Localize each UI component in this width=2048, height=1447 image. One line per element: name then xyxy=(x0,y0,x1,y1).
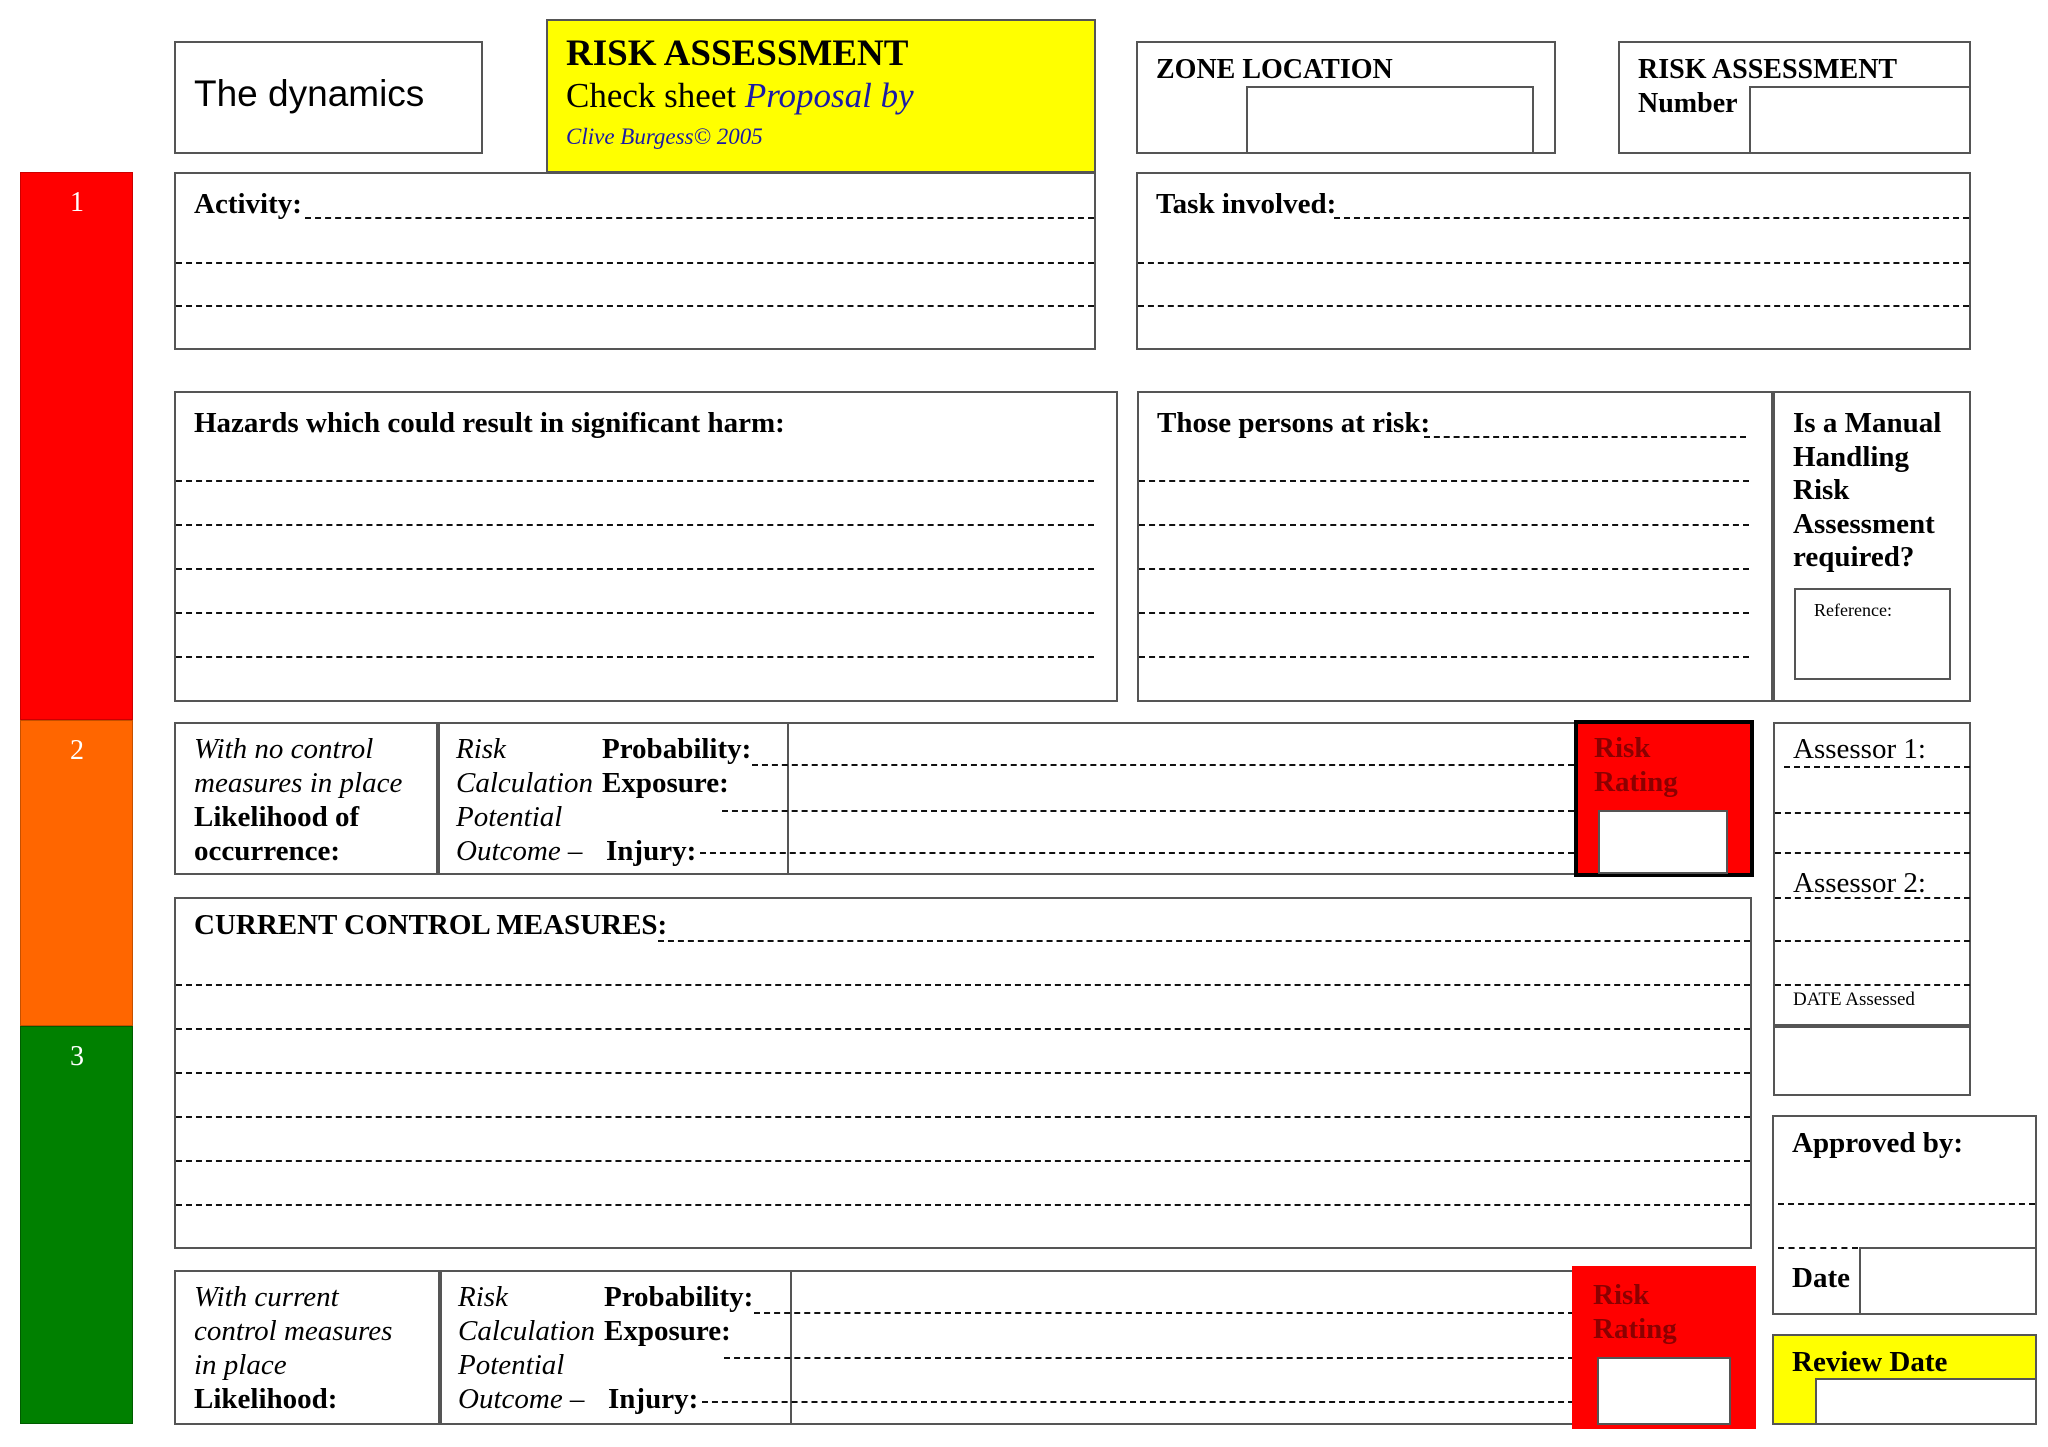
activity-line-1 xyxy=(305,217,1094,219)
task-line-1 xyxy=(1334,217,1969,219)
risk-calc-2-outcome: Outcome – xyxy=(458,1383,585,1415)
risk-calc-2-probability: Probability: xyxy=(604,1281,754,1313)
manual-handling-line-5: required? xyxy=(1793,541,1915,573)
hazards-line-3 xyxy=(176,568,1094,570)
risk-calc-1-exposure: Exposure: xyxy=(602,767,729,799)
hazards-line-5 xyxy=(176,656,1094,658)
activity-label: Activity: xyxy=(194,188,302,220)
severity-level-1-label: 1 xyxy=(70,187,84,218)
zone-location-input[interactable] xyxy=(1246,86,1534,154)
persons-line-4 xyxy=(1139,568,1749,570)
subtitle-italic: Proposal by xyxy=(744,76,914,115)
risk-2-line-3 xyxy=(702,1401,1574,1403)
persons-line-5 xyxy=(1139,612,1749,614)
with-controls-line-1: With current xyxy=(194,1281,339,1313)
risk-calc-1-potential: Potential xyxy=(456,801,563,833)
risk-calc-2-calculation: Calculation xyxy=(458,1315,595,1347)
risk-rating-box-2 xyxy=(1572,1266,1756,1429)
control-line-4 xyxy=(176,1072,1750,1074)
persons-line-6 xyxy=(1139,656,1749,658)
title-box xyxy=(546,19,1096,173)
persons-label: Those persons at risk: xyxy=(1157,407,1431,439)
assessor-2-line-1 xyxy=(1775,897,1970,899)
risk-calc-1-outcome: Outcome – xyxy=(456,835,583,867)
activity-box[interactable] xyxy=(174,172,1096,350)
risk-calc-2-potential: Potential xyxy=(458,1349,565,1381)
approval-date-label: Date xyxy=(1792,1262,1850,1294)
subtitle-plain: Check sheet xyxy=(566,76,745,115)
with-controls-line-2: control measures xyxy=(194,1315,393,1347)
manual-handling-line-3: Risk xyxy=(1793,474,1850,506)
approval-date-input[interactable] xyxy=(1859,1247,2037,1315)
no-controls-line-1: With no control xyxy=(194,733,374,765)
task-line-2 xyxy=(1138,262,1969,264)
hazards-line-4 xyxy=(176,612,1094,614)
assessor-2-line-3 xyxy=(1775,984,1970,986)
assessor-2-line-2 xyxy=(1775,940,1970,942)
activity-line-2 xyxy=(176,262,1094,264)
assessor-1-line-2 xyxy=(1775,812,1970,814)
risk-1-line-2 xyxy=(722,810,1574,812)
assessor-1-line-1 xyxy=(1784,766,1970,768)
risk-calc-1-injury: Injury: xyxy=(606,835,697,867)
severity-level-2 xyxy=(20,720,133,1026)
severity-level-1 xyxy=(20,172,133,720)
persons-line-3 xyxy=(1139,524,1749,526)
risk-1-line-1 xyxy=(752,764,1574,766)
control-line-6 xyxy=(176,1160,1750,1162)
control-line-3 xyxy=(176,1028,1750,1030)
ra-number-input[interactable] xyxy=(1749,86,1971,154)
credit-text: Clive Burgess© 2005 xyxy=(566,124,763,149)
with-controls-line-3: in place xyxy=(194,1349,287,1381)
page-subtitle xyxy=(566,75,914,118)
risk-calc-2-injury: Injury: xyxy=(608,1383,699,1415)
reference-field[interactable] xyxy=(1794,588,1951,680)
risk-calc-1-probability: Probability: xyxy=(602,733,752,765)
ra-number-label-2: Number xyxy=(1638,88,1738,119)
risk-calc-1-risk: Risk xyxy=(456,733,506,765)
approved-by-label: Approved by: xyxy=(1792,1127,1964,1159)
activity-line-3 xyxy=(176,305,1094,307)
severity-level-3-label: 3 xyxy=(70,1041,84,1072)
risk-calc-2-risk: Risk xyxy=(458,1281,508,1313)
risk-1-line-3 xyxy=(700,852,1574,854)
manual-handling-line-4: Assessment xyxy=(1793,508,1935,540)
risk-rating-1-line-2: Rating xyxy=(1594,766,1678,798)
risk-rating-2-input[interactable] xyxy=(1597,1357,1731,1425)
control-line-7 xyxy=(176,1204,1750,1206)
risk-2-line-1 xyxy=(754,1312,1574,1314)
assessor-1-line-3 xyxy=(1775,852,1970,854)
manual-handling-line-1: Is a Manual xyxy=(1793,407,1942,439)
assessor-1-label: Assessor 1: xyxy=(1793,733,1926,765)
task-label: Task involved: xyxy=(1156,188,1337,220)
with-controls-line-4: Likelihood: xyxy=(194,1383,338,1415)
risk-2-line-2 xyxy=(724,1357,1574,1359)
assessor-2-label: Assessor 2: xyxy=(1793,867,1926,899)
control-measures-label: CURRENT CONTROL MEASURES: xyxy=(194,909,668,941)
manual-handling-line-2: Handling xyxy=(1793,441,1910,473)
control-line-5 xyxy=(176,1116,1750,1118)
task-line-3 xyxy=(1138,305,1969,307)
ra-number-label-1: RISK ASSESSMENT xyxy=(1638,54,1898,85)
severity-level-2-label: 2 xyxy=(70,735,84,766)
zone-location-label: ZONE LOCATION xyxy=(1156,54,1393,85)
risk-rating-1-line-1: Risk xyxy=(1594,732,1651,764)
hazards-line-2 xyxy=(176,524,1094,526)
approved-by-line-1 xyxy=(1778,1203,2035,1205)
task-box[interactable] xyxy=(1136,172,1971,350)
hazards-line-1 xyxy=(176,480,1094,482)
likelihood-no-controls-box xyxy=(174,722,438,875)
no-controls-line-3: Likelihood of xyxy=(194,801,360,833)
severity-level-3 xyxy=(20,1026,133,1424)
likelihood-with-controls-box xyxy=(174,1270,440,1425)
risk-calc-1-calculation: Calculation xyxy=(456,767,593,799)
date-assessed-input[interactable] xyxy=(1773,1026,1971,1096)
reference-label: Reference: xyxy=(1814,600,1892,620)
no-controls-line-2: measures in place xyxy=(194,767,403,799)
date-assessed-label: DATE Assessed xyxy=(1793,989,1915,1010)
approved-by-line-2 xyxy=(1778,1247,1858,1249)
risk-calc-2-exposure: Exposure: xyxy=(604,1315,731,1347)
severity-bar xyxy=(20,172,133,1424)
review-date-label: Review Date xyxy=(1792,1346,1948,1378)
hazards-label: Hazards which could result in significant harm: xyxy=(194,407,785,439)
risk-rating-1-input[interactable] xyxy=(1598,810,1728,874)
company-name: The dynamics xyxy=(194,73,425,114)
persons-line-1 xyxy=(1424,436,1746,438)
persons-line-2 xyxy=(1139,480,1749,482)
risk-rating-box-1 xyxy=(1574,720,1754,877)
page-title: RISK ASSESSMENT xyxy=(566,33,909,74)
control-line-1 xyxy=(658,940,1750,942)
review-date-input[interactable] xyxy=(1815,1378,2037,1425)
risk-rating-2-line-2: Rating xyxy=(1593,1313,1677,1345)
risk-rating-2-line-1: Risk xyxy=(1593,1279,1650,1311)
control-line-2 xyxy=(176,984,1750,986)
no-controls-line-4: occurrence: xyxy=(194,835,340,867)
company-box xyxy=(174,41,483,154)
